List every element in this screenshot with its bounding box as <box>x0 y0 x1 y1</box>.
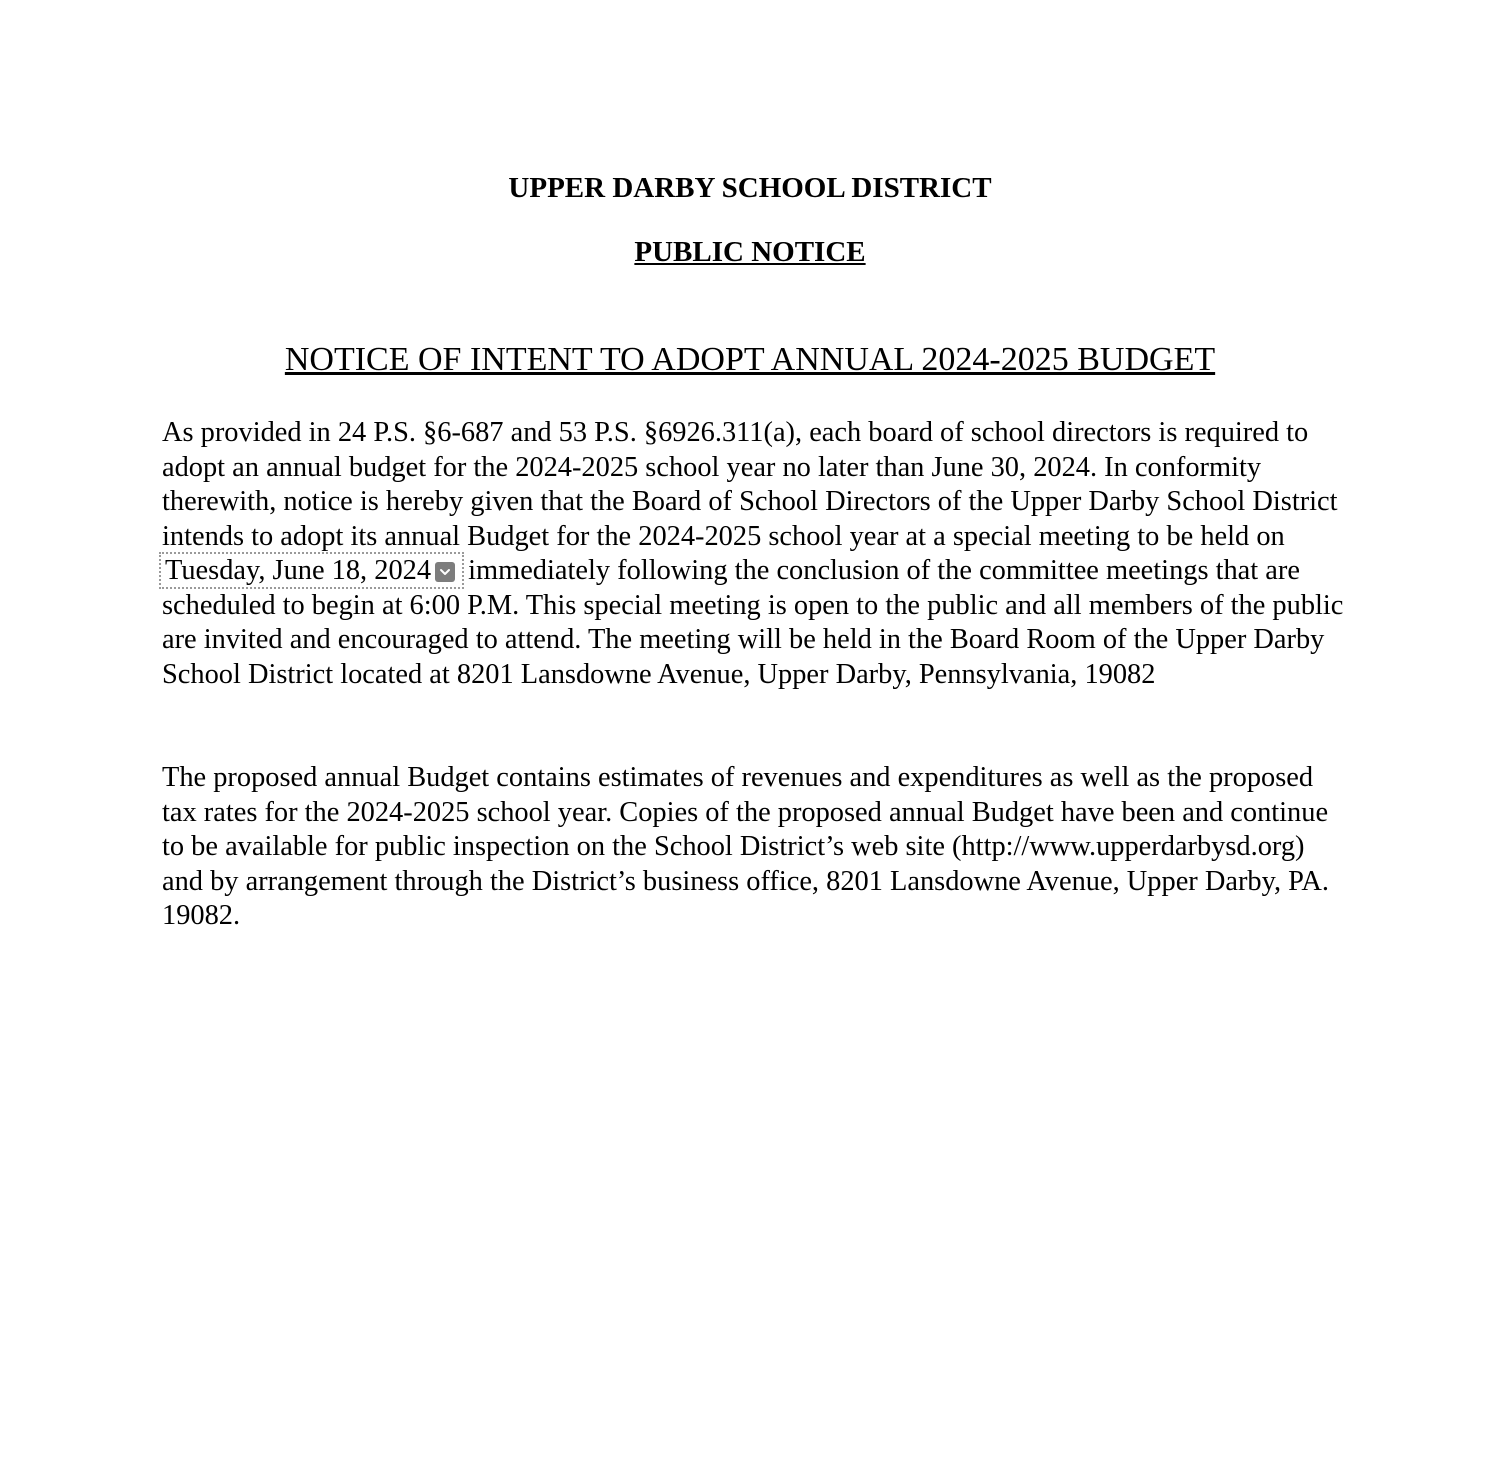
paragraph-text-after-date: immediately following the conclusion of the committee meetings that are scheduled to begin at 6:00 P.M. This special meeting is open to the public and all members of the public are invited and encouraged to attend. The meeting will be held in the Board Room of the Upper Darby School District located at 8201 Lansdowne Avenue, Upper Darby, Pennsylvania, 19082 <box>162 555 1344 690</box>
paragraph-meeting-details <box>162 416 1352 692</box>
public-notice-label: PUBLIC NOTICE <box>634 236 866 268</box>
meeting-date-field[interactable] <box>162 555 461 586</box>
paragraph-text-before-date: As provided in 24 P.S. §6-687 and 53 P.S. §6926.311(a), each board of school directors is required to adopt an annual budget for the 2024-2025 school year no later than June 30, 2024. In conformity therewith, notice is hereby given that the Board of School Directors of the Upper Darby School District intends to adopt its annual Budget for the 2024-2025 school year at a special meeting to be held on <box>162 417 1338 552</box>
meeting-date-value: Tuesday, June 18, 2024 <box>165 555 432 586</box>
organization-title: UPPER DARBY SCHOOL DISTRICT <box>508 172 992 204</box>
paragraph-budget-availability: The proposed annual Budget contains estimates of revenues and expenditures as well as the proposed tax rates for the 2024-2025 school year. Copies of the proposed annual Budget have been and continue to be available for public inspection on the School District’s web site (http://www.upperdarbysd.org) and by arrangement through the District’s business office, 8201 Lansdowne Avenue, Upper Darby, PA. 19082. <box>162 762 1329 931</box>
chevron-down-icon[interactable] <box>435 562 455 582</box>
notice-heading: NOTICE OF INTENT TO ADOPT ANNUAL 2024-2025 BUDGET <box>284 341 1216 378</box>
